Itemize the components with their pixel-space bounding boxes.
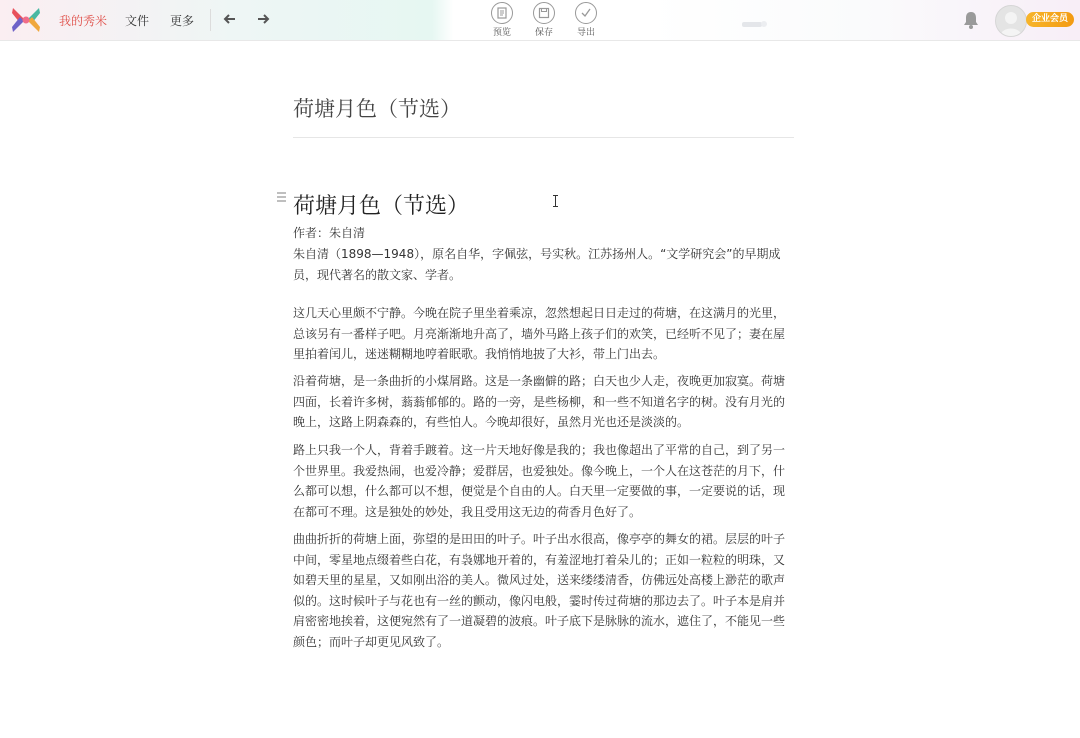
nav-my-xiumi[interactable]: 我的秀米 [59,14,108,28]
xiumi-logo-icon[interactable] [10,5,42,35]
article-paragraph[interactable]: 路上只我一个人，背着手踱着。这一片天地好像是我的；我也像超出了平常的自己，到了另一个世界里。我爱热闹，也爱冷静；爱群居，也爱独处。像今晚上，一个人在这苍茫的月下，什么都可以想，什么都可以不想，便觉是个自由的人。白天里一定要做的事，一定要说的话，现在都可不理。这是独处的妙处，我且受用这无边的荷香月色好了。 [293,443,786,519]
top-toolbar [0,0,1080,41]
export-button[interactable] [571,2,601,38]
vip-badge[interactable]: 企业会员 [1026,12,1074,27]
export-label: 导出 [576,28,595,38]
preview-icon [491,2,513,24]
preview-button[interactable] [487,2,517,38]
undo-arrow-icon[interactable] [221,10,239,28]
bell-icon[interactable] [961,10,981,30]
article-paragraph[interactable]: 这几天心里颇不宁静。今晚在院子里坐着乘凉，忽然想起日日走过的荷塘，在这满月的光里，总该另有一番样子吧。月亮渐渐地升高了，墙外马路上孩子们的欢笑，已经听不见了；妻在屋里拍着闰儿，迷迷糊糊地哼着眠歌。我悄悄地披了大衫，带上门出去。 [293,306,786,361]
avatar-icon[interactable] [995,5,1027,37]
article-heading[interactable]: 荷塘月色（节选） [293,194,470,219]
nav-more[interactable]: 更多 [170,14,195,28]
document-title[interactable]: 荷塘月色（节选） [293,97,461,121]
drag-handle-icon[interactable] [277,187,286,197]
save-button[interactable] [529,2,559,38]
preview-label: 预览 [492,28,511,38]
faded-mark [738,14,768,24]
save-icon [533,2,555,24]
toolbar-divider [210,9,211,31]
article-paragraph[interactable]: 沿着荷塘，是一条曲折的小煤屑路。这是一条幽僻的路；白天也少人走，夜晚更加寂寞。荷塘四面，长着许多树，蓊蓊郁郁的。路的一旁，是些杨柳，和一些不知道名字的树。没有月光的晚上，这路上阴森森的，有些怕人。今晚却很好，虽然月光也还是淡淡的。 [293,374,786,429]
article-paragraph[interactable]: 曲曲折折的荷塘上面，弥望的是田田的叶子。叶子出水很高，像亭亭的舞女的裙。层层的叶子中间，零星地点缀着些白花，有袅娜地开着的，有羞涩地打着朵儿的；正如一粒粒的明珠，又如碧天里的星星，又如刚出浴的美人。微风过处，送来缕缕清香，仿佛远处高楼上渺茫的歌声似的。这时候叶子与花也有一丝的颤动，像闪电般，霎时传过荷塘的那边去了。叶子本是肩并肩密密地挨着，这便宛然有了一道凝碧的波痕。叶子底下是脉脉的流水，遮住了，不能见一些颜色；而叶子却更见风致了。 [293,532,786,649]
author-intro[interactable]: 朱自清（1898—1948），原名自华，字佩弦，号实秋。江苏扬州人。“文学研究会”的早期成员，现代著名的散文家、学者。 [293,247,781,282]
save-label: 保存 [534,28,553,38]
title-divider [293,137,794,138]
export-check-icon [575,2,597,24]
article-author[interactable]: 作者：朱自清 [293,226,366,240]
redo-arrow-icon[interactable] [254,10,272,28]
nav-file[interactable]: 文件 [125,14,150,28]
text-cursor-icon [553,192,558,204]
